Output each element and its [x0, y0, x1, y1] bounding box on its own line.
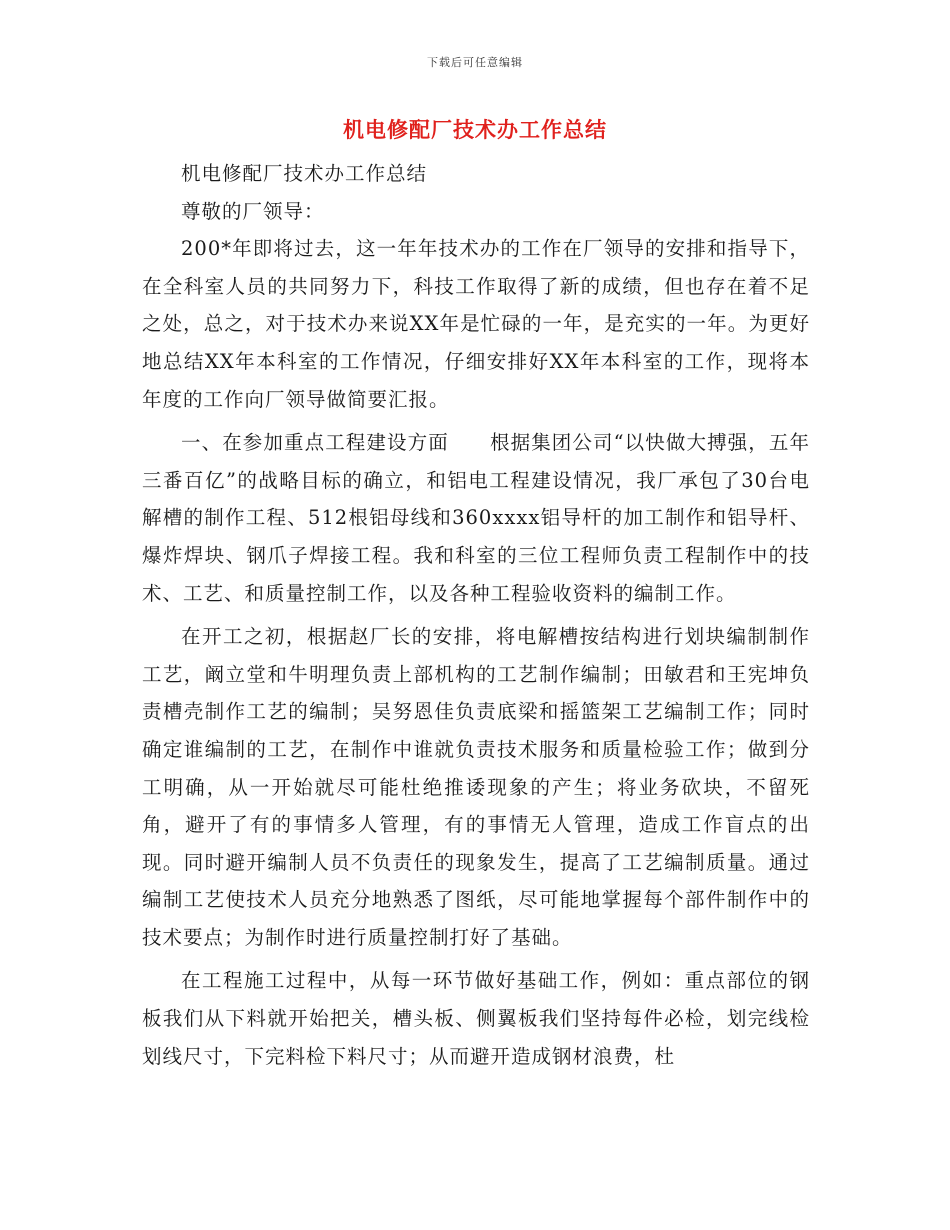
document-title: 机电修配厂技术办工作总结: [343, 117, 607, 142]
paragraph-subtitle: 机电修配厂技术办工作总结: [181, 162, 428, 185]
paragraph-division-of-work: 在开工之初，根据赵厂长的安排，将电解槽按结构进行划块编制制作工艺，阚立堂和牛明理负责上部机构的工艺制作编制；田敏君和王宪坤负责槽壳制作工艺的编制；吴努恩佳负责底梁和摇篮架工艺编制工作；同时确定谁编制的工艺，在制作中谁就负责技术服务和质量检验工作；做到分工明确，从一开始就尽可能杜绝推诿现象的产生；将业务砍块，不留死角，避开了有的事情多人管理，有的事情无人管理，造成工作盲点的出现。同时避开编制人员不负责任的现象发生，提高了工艺编制质量。通过编制工艺使技术人员充分地熟悉了图纸，尽可能地掌握每个部件制作中的技术要点；为制作时进行质量控制打好了基础。: [142, 625, 810, 949]
paragraph-salutation: 尊敬的厂领导：: [181, 199, 325, 223]
document-body: [142, 155, 810, 1075]
paragraph-section-one: 一、在参加重点工程建设方面 根据集团公司“以快做大搏强，五年三番百亿”的战略目标的确立，和铝电工程建设情况，我厂承包了30台电解槽的制作工程、512根铝母线和360xxxx铝导杆的加工制作和铝导杆、爆炸焊块、钢爪子焊接工程。我和科室的三位工程师负责工程制作中的技术、工艺、和质量控制工作，以及各种工程验收资料的编制工作。: [142, 431, 810, 605]
paragraph-intro: 200*年即将过去，这一年年技术办的工作在厂领导的安排和指导下，在全科室人员的共同努力下，科技工作取得了新的成绩，但也存在着不足之处，总之，对于技术办来说XX年是忙碌的一年，是充实的一年。为更好地总结XX年本科室的工作情况，仔细安排好XX年本科室的工作，现将本年度的工作向厂领导做简要汇报。: [142, 237, 810, 411]
header-note: 下载后可任意编辑: [427, 56, 523, 69]
paragraph-construction-process: 在工程施工过程中，从每一环节做好基础工作，例如：重点部位的钢板我们从下料就开始把关，槽头板、侧翼板我们坚持每件必检，划完线检划线尺寸，下完料检下料尺寸；从而避开造成钢材浪费，杜: [142, 969, 810, 1068]
